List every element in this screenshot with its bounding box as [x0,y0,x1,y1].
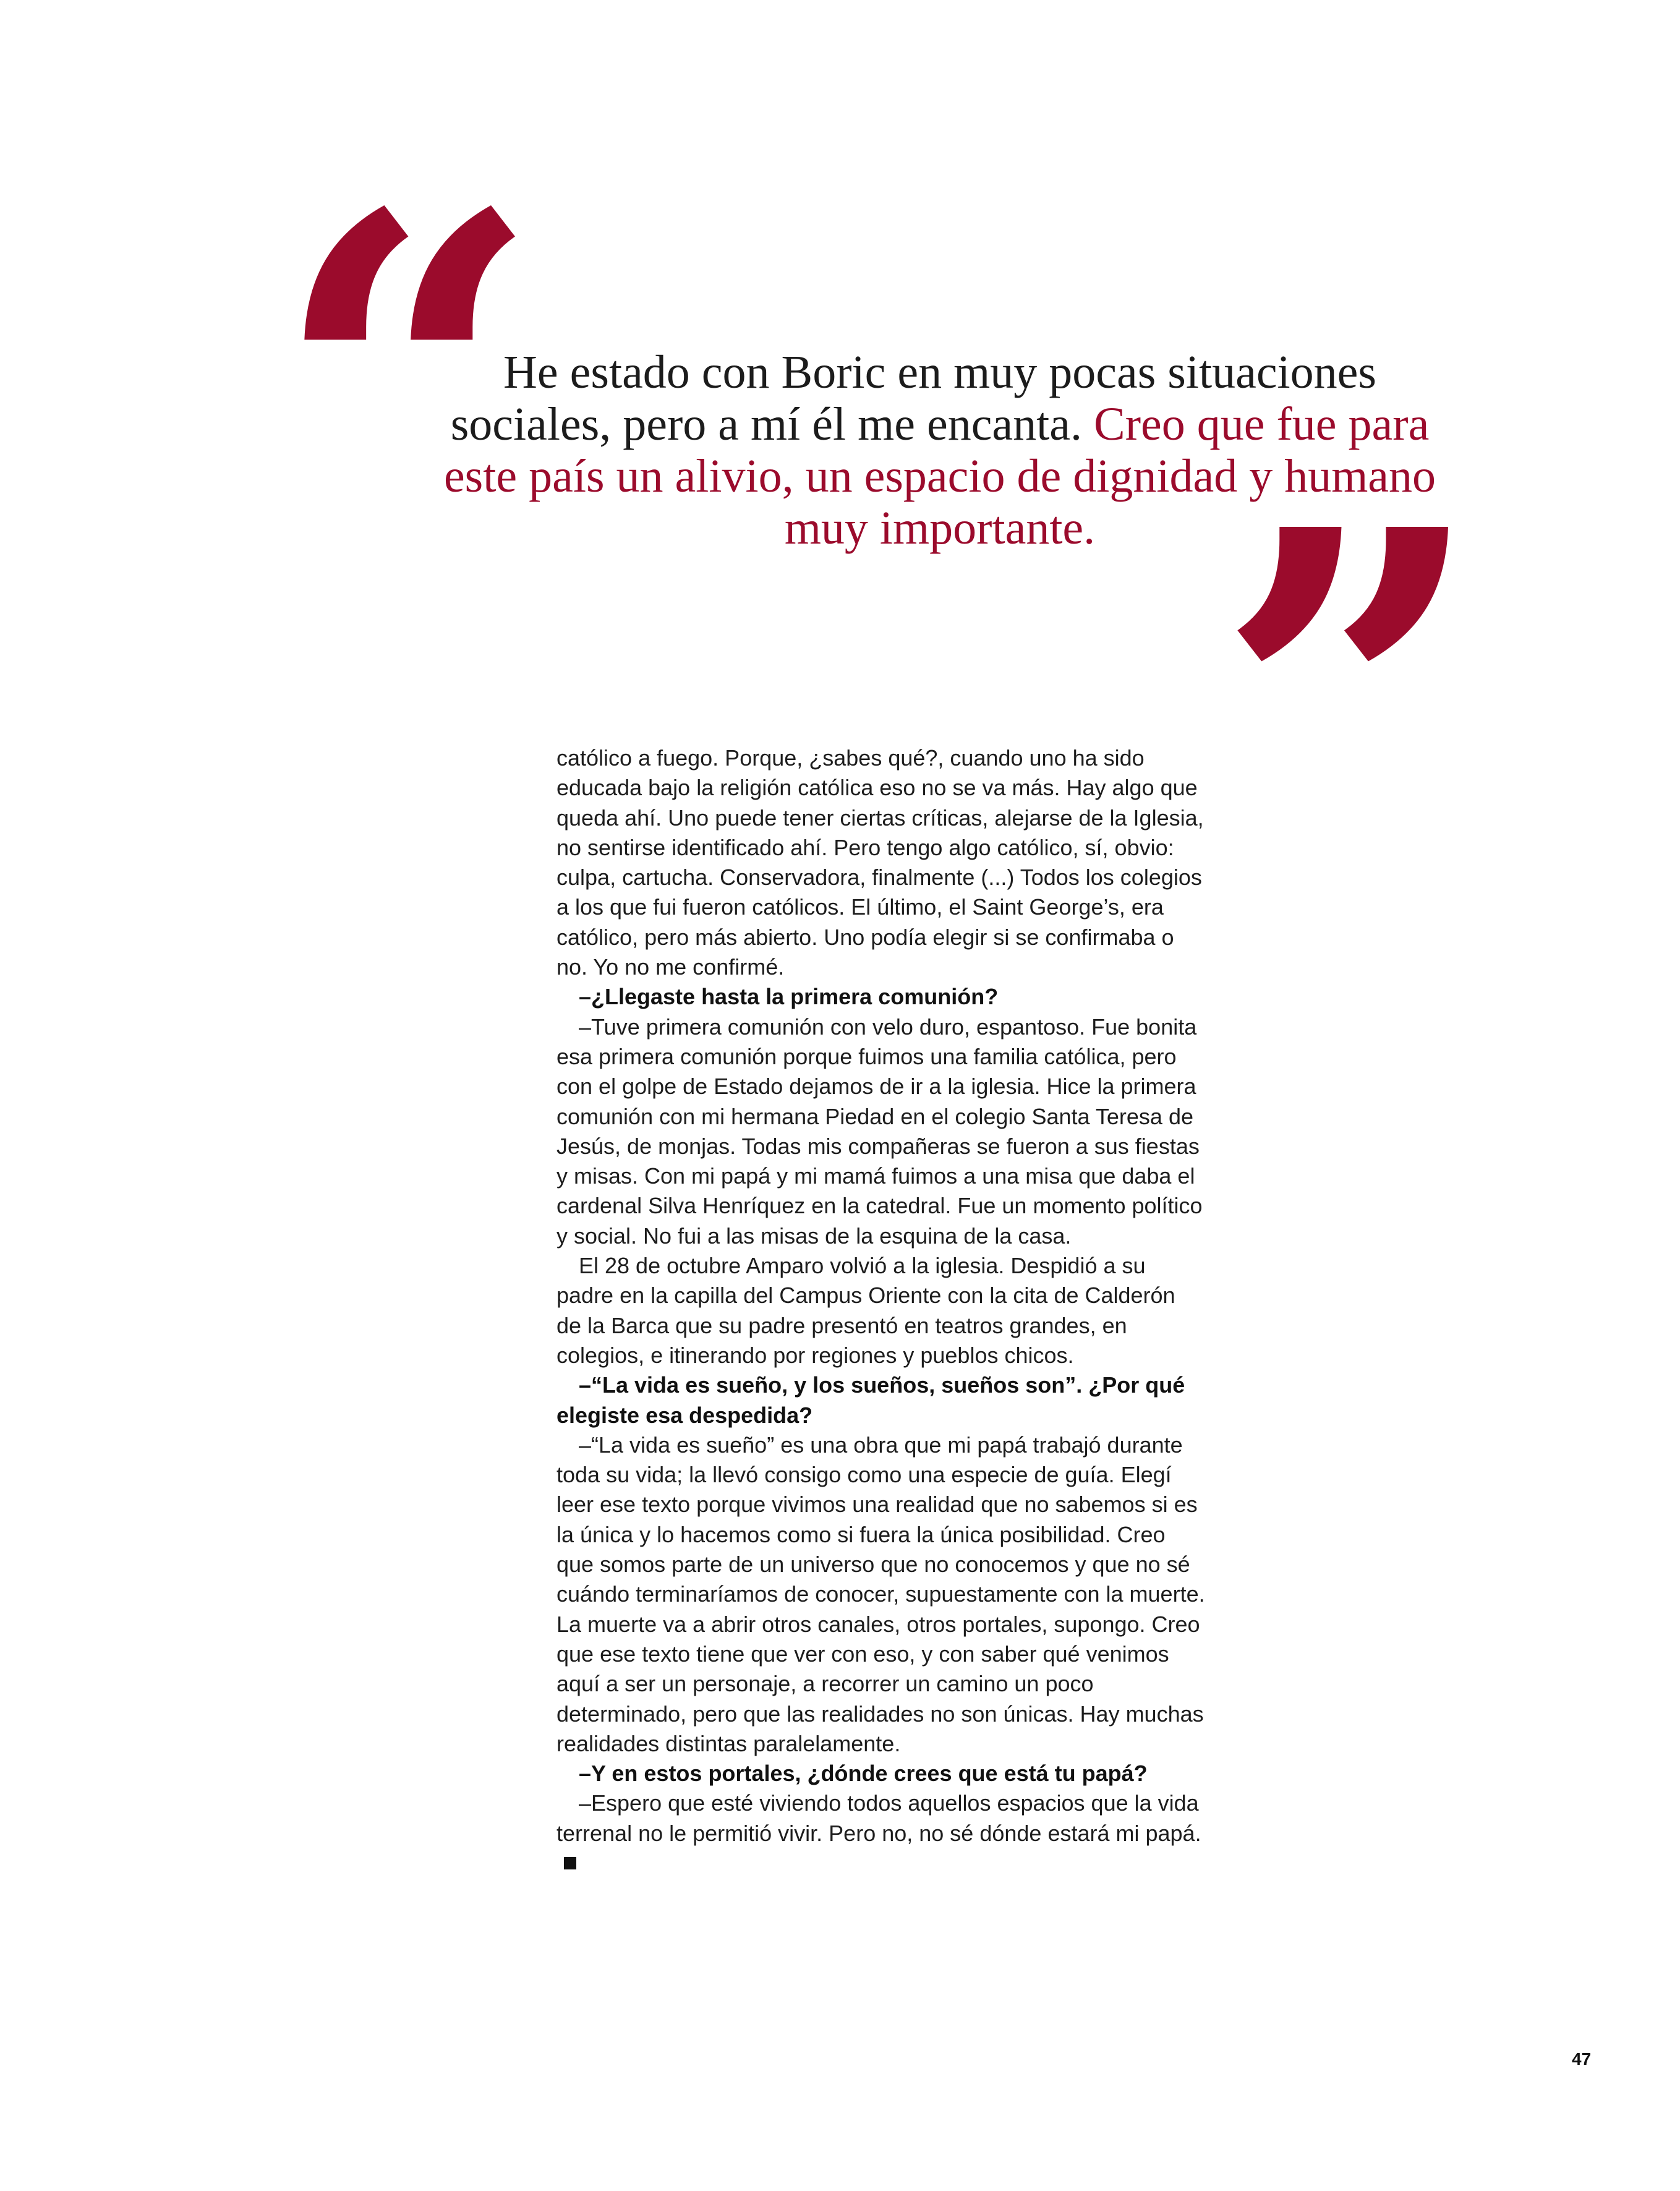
interview-question: –Y en estos portales, ¿dónde crees que está tu papá? [579,1761,1148,1787]
end-of-article-square-icon [564,1857,576,1869]
paragraph-text: –Espero que esté viviendo todos aquellos espacios que la vida terrenal no le permitió vivir. Pero no, no sé dónde estará mi papá. [556,1790,1201,1846]
paragraph: El 28 de octubre Amparo volvió a la iglesia. Despidió a su padre en la capilla del Campus Oriente con la cita de Calderón de la Barca que su padre presentó en teatros grandes, en colegios, e itinerando por regiones y pueblos chicos. [556,1253,1175,1368]
page-number: 47 [1572,2049,1592,2069]
paragraph: católico a fuego. Porque, ¿sabes qué?, cuando uno ha sido educada bajo la religión católica eso no se va más. Hay algo que queda ahí. Uno puede tener ciertas críticas, alejarse de la Iglesia, no sentirse identificado ahí. Pero tengo algo católico, sí, obvio: culpa, cartucha. Conservadora, finalmente (...) Todos los colegios a los que fui fueron católicos. El último, el Saint George’s, era católico, pero más abierto. Uno podía elegir si se confirmaba o no. Yo no me confirmé. [556,745,1204,980]
interview-question: –“La vida es sueño, y los sueños, sueños son”. ¿Por qué elegiste esa despedida? [556,1372,1185,1428]
final-paragraph [556,1788,1206,1878]
interview-question: –¿Llegaste hasta la primera comunión? [579,984,999,1010]
paragraph: –“La vida es sueño” es una obra que mi papá trabajó durante toda su vida; la llevó consigo como una especie de guía. Elegí leer ese texto porque vivimos una realidad que no sabemos si es la única y lo hacemos como si fuera la única posibilidad. Creo que somos parte de un universo que no conocemos y que no sé cuándo terminaríamos de conocer, supuestamente con la muerte. La muerte va a abrir otros canales, otros portales, supongo. Creo que ese texto tiene que ver con eso, y con saber qué venimos aquí a ser un personaje, a recorrer un camino un poco determinado, pero que las realidades no son únicas. Hay muchas realidades distintas paralelamente. [556,1432,1205,1756]
open-quote-mark: “ [272,113,524,665]
close-quote-mark: ” [1215,429,1467,981]
paragraph: –Tuve primera comunión con velo duro, espantoso. Fue bonita esa primera comunión porque fuimos una familia católica, pero con el golpe de Estado dejamos de ir a la iglesia. Hice la primera comunión con mi hermana Piedad en el colegio Santa Teresa de Jesús, de monjas. Todas mis compañeras se fueron a sus fiestas y misas. Con mi papá y mi mamá fuimos a una misa que daba el cardenal Silva Henríquez en la catedral. Fue un momento político y social. No fui a las misas de la esquina de la casa. [556,1014,1203,1249]
article-body [556,743,1206,1878]
pull-quote-text: He estado con Boric en muy pocas situaciones sociales, pero a mí él me encanta. [450,346,1376,450]
pull-quote-accent-text: Creo que fue para este país un alivio, un espacio de dignidad y humano muy importante. [443,398,1436,554]
